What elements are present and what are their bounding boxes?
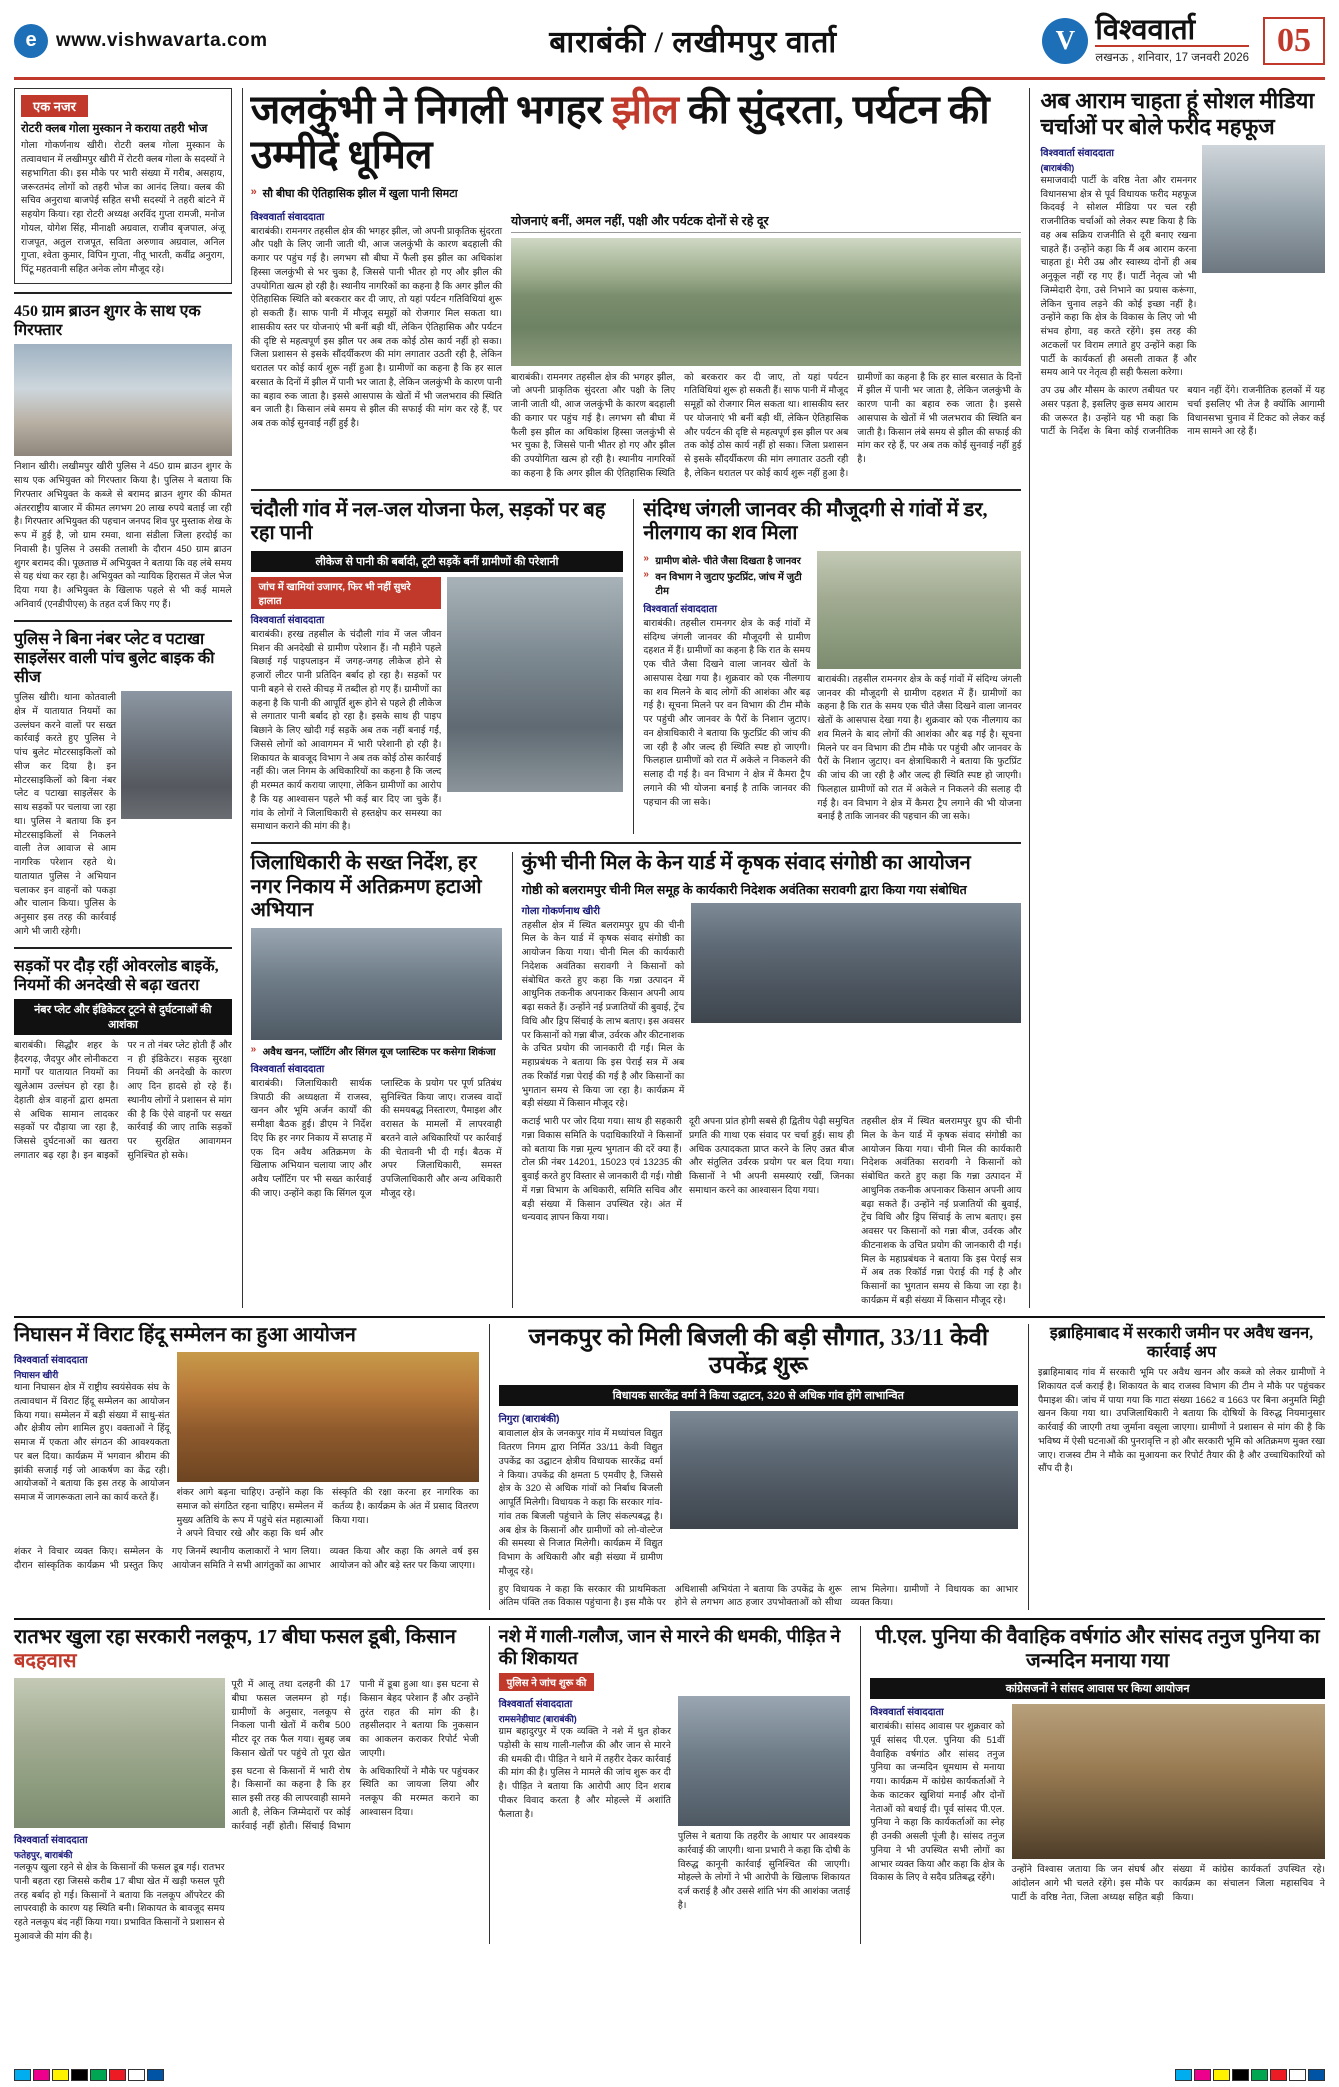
mill-text: तहसील क्षेत्र में स्थित बलरामपुर ग्रुप की चीनी मिल के केन यार्ड में कृषक संवाद संगोष्ठी का आयोजन किया गया। चीनी मिल की कार्यकारी निदेशक अवंतिका सरावगी ने किसानों को संबोधित करते हुए कहा कि गन्ना उत्पादन में आधुनिक तकनीक अपनाकर किसान अपनी आय बढ़ा सकते हैं। उन्होंने नई प्रजातियों की बुवाई, ट्रेंच विधि और ड्रिप सिंचाई के लाभ बताए। इस अवसर पर किसानों को गन्ना बीज, उर्वरक और कीटनाशक के उचित प्रयोग की जानकारी दी गई। मिल के महाप्रबंधक ने बताया कि इस पेराई सत्र में अब तक रिकॉर्ड गन्ना पेराई की गई है और किसानों का भुगतान समय से किया जा रहा है। कार्यक्रम में बड़ी संख्या में किसान मौजूद रहे। bbox=[521, 919, 685, 1109]
color-cell bbox=[1251, 2069, 1268, 2081]
power-subhead: विधायक सारकेंद्र वर्मा ने किया उद्घाटन, 320 से अधिक गांव होंगे लाभान्वित bbox=[499, 1385, 1018, 1406]
tubewell-headline bbox=[14, 1626, 479, 1673]
color-cell bbox=[52, 2069, 69, 2081]
seized-bikes-photo bbox=[121, 691, 232, 819]
tubewell-place: फतेहपुर, बाराबंकी bbox=[14, 1850, 73, 1861]
color-cell bbox=[90, 2069, 107, 2081]
tubewell-headline-part1: रातभर खुला रहा सरकारी नलकूप, 17 बीघा फसल डूबी, किसान bbox=[14, 1626, 456, 1648]
police-station-photo bbox=[14, 344, 232, 456]
nal-jal-tab: जांच में खामियां उजागर, फिर भी नहीं सुधरे हालात bbox=[251, 577, 442, 609]
farid-place: (बाराबंकी) bbox=[1040, 162, 1075, 173]
color-cell bbox=[147, 2069, 164, 2081]
threat-headline: नशे में गाली-गलौज, जान से मारने की धमकी, पीड़ित ने की शिकायत bbox=[498, 1626, 841, 1668]
color-cell bbox=[71, 2069, 88, 2081]
page-number: 05 bbox=[1263, 17, 1325, 65]
threat-byline: विश्ववार्ता संवाददाता bbox=[498, 1699, 573, 1711]
brief4-title: सड़कों पर दौड़ रहीं ओवरलोड बाइकें, नियमों की अनदेखी से बढ़ा खतरा bbox=[14, 957, 219, 994]
punia-byline: विश्ववार्ता संवाददाता bbox=[870, 1707, 944, 1719]
masthead bbox=[14, 8, 1325, 80]
complainant-photo bbox=[678, 1696, 850, 1826]
mill-subhead: गोष्ठी को बलरामपुर चीनी मिल समूह के कार्यकारी निदेशक अवंतिका सरावगी द्वारा किया गया संबोधित bbox=[521, 882, 967, 897]
mill-byline: गोला गोकर्णनाथ खीरी bbox=[521, 905, 600, 917]
bottom-section-1 bbox=[14, 1316, 1325, 1610]
masthead-right bbox=[1042, 16, 1325, 65]
threat-place: रामसनेहीघाट (बाराबंकी) bbox=[498, 1714, 577, 1725]
farid-text: समाजवादी पार्टी के वरिष्ठ नेता और रामनगर विधानसभा क्षेत्र से पूर्व विधायक फरीद महफूज किदवई ने सोशल मीडिया पर चल रही राजनीतिक चर्चाओं को लेकर स्पष्ट किया है कि वह अब सक्रिय राजनीति से दूरी बनाए रखना चाहते हैं। उन्होंने कहा कि मैं अब आराम करना चाहता हूं। मेरी उम्र और स्वास्थ्य दोनों ही अब अनुकूल नहीं रह गए हैं। पार्टी नेतृत्व जो भी जिम्मेदारी देगा, उसे निभाने का प्रयास करूंगा, लेकिन चुनाव लड़ने की कोई इच्छा नहीं है। उन्होंने कहा कि क्षेत्र के विकास के लिए जो भी संभव होगा, वह करते रहेंगे। इस तरह की अटकलों पर विराम लगाते हुए उन्होंने कहा कि पार्टी के कार्यकर्ता ही असली ताकत हैं और समय आने पर नेतृत्व ही सही फैसला करेगा। bbox=[1040, 174, 1197, 378]
brief4-text: बाराबंकी। सिद्धौर शहर के हैदरगढ़, जैदपुर और लोनीकटरा मार्गों पर यातायात नियमों का खुलेआम उल्लंघन हो रहा है। देहाती क्षेत्र वाहनों द्वारा क्षमता से अधिक सामान लादकर सड़कों पर दौड़ाया जा रहा है, जिससे दुर्घटनाओं का खतरा लगातार बढ़ रहा है। इन बाइकों पर न तो नंबर प्लेट होती हैं और न ही इंडिकेटर। सड़क सुरक्षा नियमों की अनदेखी के कारण आए दिन हादसे हो रहे हैं। स्थानीय लोगों ने प्रशासन से मांग की है कि ऐसे वाहनों पर सख्त कार्रवाई की जाए ताकि सड़कों पर सुरक्षित आवागमन सुनिश्चित हो सके। bbox=[14, 1039, 232, 1160]
hindu-text-2: शंकर आगे बढ़ना चाहिए। उन्होंने कहा कि समाज को संगठित रहना चाहिए। सम्मेलन में मुख्य अतिथि के रूप में पहुंचे संत महात्माओं ने अपने विचार रखे और कहा कि धर्म और संस्कृति की रक्षा करना हर नागरिक का कर्तव्य है। कार्यक्रम के अंत में प्रसाद वितरण किया गया। bbox=[176, 1487, 479, 1539]
farid-byline bbox=[1040, 145, 1196, 159]
bottom-section-2 bbox=[14, 1618, 1325, 1944]
punia-text-2: उन्होंने विश्वास जताया कि जन संघर्ष और आंदोलन आगे भी चलते रहेंगे। इस मौके पर पार्टी के वरिष्ठ नेता, जिला अध्यक्ष सहित बड़ी संख्या में कांग्रेस कार्यकर्ता उपस्थित रहे। कार्यक्रम का संचालन जिला महासचिव ने किया। bbox=[1011, 1864, 1325, 1902]
power-inauguration-photo bbox=[670, 1411, 1018, 1529]
brief2-text: निशान खीरी। लखीमपुर खीरी पुलिस ने 450 ग्राम ब्राउन शुगर के साथ एक अभियुक्त को गिरफ्तार किया है। पुलिस ने बताया कि गिरफ्तार अभियुक्त के कब्जे से बरामद ब्राउन शुगर की कीमत अंतरराष्ट्रीय बाजार में कीमत लगभग 20 लाख रुपये बताई जा रही है। गिरफ्तार अभियुक्त की पहचान जनपद शिव पुर मुस्ताक शेख के रूप में हुई है, जो ग्राम रमवा, थाना संडीला जिला हरदोई का निवासी है। पुलिस ने उसकी तलाशी के दौरान 450 ग्राम ब्राउन शुगर बरामद की। पूछताछ में अभियुक्त ने बताया कि वह लंबे समय से यह धंधा कर रहा है। अभियुक्त को न्यायिक हिरासत में जेल भेज दिया गया है। अभियुक्त के खिलाफ पहले से भी कई मामले अनिवार्य (एनडीपीएस) के तहत दर्ज किए गए हैं। bbox=[14, 461, 232, 609]
color-bar-right bbox=[1175, 2069, 1325, 2083]
dm-bullet: » अवैध खनन, प्लॉटिंग और सिंगल यूज प्लास्टिक पर कसेगा शिकंजा bbox=[251, 1044, 502, 1058]
brief1-text: गोला गोकर्णनाथ खीरी। रोटरी क्लब गोला मुस्कान के तत्वावधान में लखीमपुर खीरी में रोटरी क्लब गोला के सदस्यों ने सहभागिता की। इस मौके पर भारी संख्या में गरीब, असहाय, जरूरतमंद लोगों को तहरी भोज का आनंद लिया। क्लब की सचिव अनुराधा बाजपेई सहित सभी सदस्यों ने तहरी बांटने में सहयोग किया। रहा रोटरी अध्यक्ष अरविंद गुप्ता रामजी, मनोज गोयल, योगेश सिंह, मीनाक्षी अग्रवाल, राजीव बृजपाल, अंजू राजपूत, अतुल राजपूत, सविता अरुणाव अग्रवाल, अनिल गुप्ता, श्वेता कुमार, विपिन गुप्ता, नीतू भारती, कवींद्र अनुराग, पिंटू महतवानी सहित अनेक लोग मौजूद रहे। bbox=[21, 140, 225, 275]
farid-text-2: उप उम्र और मौसम के कारण तबीयत पर असर पड़ता है, इसलिए कुछ समय आराम की जरूरत है। उन्होंने यह भी कहा कि पार्टी के निर्देश के बिना कोई राजनीतिक बयान नहीं देंगे। राजनीतिक हलकों में यह चर्चा इसलिए भी तेज है क्योंकि आगामी विधानसभा चुनाव में टिकट को लेकर कई नाम सामने आ रहे हैं। bbox=[1040, 385, 1325, 437]
hindu-place: निघासन खीरी bbox=[14, 1370, 59, 1381]
wild-animal-headline: संदिग्ध जंगली जानवर की मौजूदगी से गांवों में डर, नीलगाय का शव मिला bbox=[643, 498, 988, 545]
dm-text: बाराबंकी। जिलाधिकारी सार्थक त्रिपाठी की अध्यक्षता में राजस्व, खनन और भूमि अर्जन कार्यों की समीक्षा बैठक हुई। डीएम ने निर्देश दिए कि हर नगर निकाय में सप्ताह में एक दिन अवैध अतिक्रमण के खिलाफ अभियान चलाया जाए और अवैध प्लॉटिंग पर भी सख्त कार्रवाई की जाए। उन्होंने कहा कि सिंगल यूज प्लास्टिक के प्रयोग पर पूर्ण प्रतिबंध सुनिश्चित किया जाए। राजस्व वादों की समयबद्ध निस्तारण, पैमाइश और वरासत के मामलों में लापरवाही बरतने वाले अधिकारियों पर कार्रवाई की चेतावनी भी दी गई। बैठक में अपर जिलाधिकारी, समस्त उपजिलाधिकारी और अन्य अधिकारी मौजूद रहे। bbox=[250, 1077, 502, 1198]
lake-photo bbox=[511, 238, 1021, 366]
color-cell bbox=[1213, 2069, 1230, 2081]
birthday-celebration-photo bbox=[1012, 1704, 1325, 1859]
mill-headline: कुंभी चीनी मिल के केन यार्ड में कृषक संवाद संगोष्ठी का आयोजन bbox=[521, 852, 971, 875]
logo-icon: V bbox=[1042, 18, 1088, 64]
color-cell bbox=[1175, 2069, 1192, 2081]
nilgai-carcass-photo bbox=[817, 551, 1021, 669]
flooded-field-photo bbox=[14, 1678, 225, 1828]
lead-headline bbox=[251, 88, 1022, 178]
power-text: बावालाल क्षेत्र के जनकपुर गांव में मध्यांचल विद्युत वितरण निगम द्वारा निर्मित 33/11 केवी विद्युत उपकेंद्र का उद्घाटन क्षेत्रीय विधायक सारकेंद्र वर्मा ने किया। उपकेंद्र की क्षमता 5 एमवीए है, जिससे क्षेत्र के 320 से अधिक गांवों को निर्बाध बिजली आपूर्ति मिलेगी। विधायक ने कहा कि सरकार गांव-गांव तक बिजली पहुंचाने के लिए संकल्पबद्ध है। अब क्षेत्र के किसानों और ग्रामीणों को लो-वोल्टेज की समस्या से निजात मिलेगी। कार्यक्रम में विद्युत विभाग के अधिकारी और बड़ी संख्या में ग्रामीण मौजूद रहे। bbox=[498, 1428, 663, 1576]
dm-byline: विश्ववार्ता संवाददाता bbox=[250, 1063, 325, 1075]
wild-animal-bullet-2: » वन विभाग ने जुटाए फुटप्रिंट, जांच में जुटी टीम bbox=[643, 569, 810, 597]
mill-text-4: तहसील क्षेत्र में स्थित बलरामपुर ग्रुप की चीनी मिल के केन यार्ड में कृषक संवाद संगोष्ठी का आयोजन किया गया। चीनी मिल की कार्यकारी निदेशक अवंतिका सरावगी ने किसानों को संबोधित करते हुए कहा कि गन्ना उत्पादन में आधुनिक तकनीक अपनाकर किसान अपनी आय बढ़ा सकते हैं। उन्होंने नई प्रजातियों की बुवाई, ट्रेंच विधि और ड्रिप सिंचाई के लाभ बताए। इस अवसर पर किसानों को गन्ना बीज, उर्वरक और कीटनाशक के उचित प्रयोग की जानकारी दी गई। मिल के महाप्रबंधक ने बताया कि इस पेराई सत्र में अब तक रिकॉर्ड गन्ना पेराई की गई है और किसानों का भुगतान समय से किया जा रहा है। कार्यक्रम में बड़ी संख्या में किसान मौजूद रहे। bbox=[861, 1116, 1022, 1305]
wild-animal-bullet-1: » ग्रामीण बोले- चीते जैसा दिखता है जानवर bbox=[643, 553, 810, 567]
waterlogged-road-photo bbox=[447, 577, 623, 792]
color-cell bbox=[1289, 2069, 1306, 2081]
threat-tab: पुलिस ने जांच शुरू की bbox=[499, 1673, 595, 1691]
color-cell bbox=[128, 2069, 145, 2081]
color-cell bbox=[1232, 2069, 1249, 2081]
tubewell-text-3: इस घटना से किसानों में भारी रोष है। किसानों का कहना है कि हर साल इसी तरह की लापरवाही सामने आती है, लेकिन जिम्मेदारों पर कोई कार्रवाई नहीं होती। सिंचाई विभाग के अधिकारियों ने मौके पर पहुंचकर स्थिति का जायजा लिया और नलकूप की मरम्मत कराने का आश्वासन दिया। bbox=[231, 1765, 479, 1831]
color-cell bbox=[109, 2069, 126, 2081]
brief4-subhead: नंबर प्लेट और इंडिकेटर टूटने से दुर्घटनाओं की आशंका bbox=[14, 999, 232, 1035]
masthead-left bbox=[14, 24, 344, 58]
tubewell-text: नलकूप खुला रहने से क्षेत्र के किसानों की फसल डूब गई। रातभर पानी बहता रहा जिससे करीब 17 बीघा खेत में खड़ी फसल पूरी तरह बर्बाद हो गई। किसानों ने बताया कि नलकूप ऑपरेटर की लापरवाही के कारण यह स्थिति बनी। शिकायत के बावजूद समय रहते नलकूप बंद नहीं किया गया। प्रभावित किसानों ने प्रशासन से मुआवजे की मांग की है। bbox=[14, 1862, 225, 1941]
power-byline: निगुरा (बाराबंकी) bbox=[498, 1414, 560, 1426]
dm-headline: जिलाधिकारी के सख्त निर्देश, हर नगर निकाय में अतिक्रमण हटाओ अभियान bbox=[250, 852, 482, 922]
nal-jal-subhead: लीकेज से पानी की बर्बादी, टूटी सड़कें बनीं ग्रामीणों की परेशानी bbox=[251, 551, 624, 572]
brief3-text: पुलिस खीरी। थाना कोतवाली क्षेत्र में यातायात नियमों का उल्लंघन करने वालों पर सख्त कार्रवाई करते हुए पुलिस ने पांच बुलेट मोटरसाइकिलों को सीज कर दिया है। इन मोटरसाइकिलों को बिना नंबर प्लेट व पटाखा साइलेंसर के साथ सड़कों पर चलाया जा रहा था। पुलिस ने बताया कि इन मोटरसाइकिलों से निकलने वाली तेज आवाज से आम नागरिक परेशान रहते थे। यातायात पुलिस ने अभियान चलाकर इन वाहनों को पकड़ा और चालान किया। पुलिस के अनुसार इस तरह की कार्रवाई आगे भी जारी रहेगी। bbox=[14, 692, 117, 936]
logo-block bbox=[1042, 16, 1249, 65]
mill-meeting-photo bbox=[691, 903, 1021, 1023]
globe-icon: e bbox=[14, 24, 48, 58]
ibrahim-headline: इब्राहिमाबाद में सरकारी जमीन पर अवैध खनन, कार्रवाई अप bbox=[1049, 1324, 1314, 1361]
brand-name: विश्ववार्ता bbox=[1095, 16, 1249, 47]
hindu-headline: निघासन में विराट हिंदू सम्मेलन का हुआ आयोजन bbox=[14, 1323, 356, 1346]
power-text-2: हुए विधायक ने कहा कि सरकार की प्राथमिकता अंतिम पंक्ति तक विकास पहुंचाना है। इस मौके पर अधिशासी अभियंता ने बताया कि उपकेंद्र के शुरू होने से लगभग आठ हजार उपभोक्ताओं को सीधा लाभ मिलेगा। ग्रामीणों ने विधायक का आभार व्यक्त किया। bbox=[498, 1583, 1018, 1608]
column-left bbox=[14, 88, 232, 1308]
farid-headline: अब आराम चाहता हूं सोशल मीडिया चर्चाओं पर बोले फरीद महफूज bbox=[1040, 88, 1315, 139]
punia-tab: कांग्रेसजनों ने सांसद आवास पर किया आयोजन bbox=[870, 1678, 1325, 1699]
threat-text: ग्राम बहादुरपुर में एक व्यक्ति ने नशे में धुत होकर पड़ोसी के साथ गाली-गलौज की और जान से मारने की धमकी दी। पीड़ित ने थाने में तहरीर देकर कार्रवाई की मांग की है। पुलिस ने मामले की जांच शुरू कर दी है। पीड़ित ने बताया कि आरोपी आए दिन शराब पीकर विवाद करता है और मोहल्ले में अशांति फैलाता है। bbox=[498, 1726, 671, 1819]
lead-headline-part1: जलकुंभी ने निगली भगहर bbox=[250, 87, 612, 132]
lead-headline-part2: की सुंदरता, पर्यटन की उम्मीदें धूमिल bbox=[250, 87, 990, 177]
tubewell-headline-highlight: बदहवास bbox=[14, 1649, 77, 1672]
punia-text: बाराबंकी। सांसद आवास पर शुक्रवार को पूर्व सांसद पी.एल. पुनिया की 51वीं वैवाहिक वर्षगांठ और सांसद तनुज पुनिया का जन्मदिन धूमधाम से मनाया गया। कार्यक्रम में कांग्रेस कार्यकर्ताओं ने केक काटकर खुशियां मनाईं और दोनों नेताओं को बधाई दी। पूर्व सांसद पी.एल. पुनिया ने कहा कि कार्यकर्ताओं का स्नेह ही उनकी असली पूंजी है। सांसद तनुज पुनिया ने भी उपस्थित सभी लोगों का आभार व्यक्त किया और कहा कि क्षेत्र के विकास के लिए वे सदैव प्रतिबद्ध रहेंगे। bbox=[870, 1721, 1005, 1883]
nal-jal-headline: चंदौली गांव में नल-जल योजना फेल, सड़कों पर बह रहा पानी bbox=[250, 498, 606, 545]
wild-animal-text: बाराबंकी। तहसील रामनगर क्षेत्र के कई गांवों में संदिग्ध जंगली जानवर की मौजूदगी से ग्रामीण दहशत में हैं। ग्रामीणों का कहना है कि रात के समय एक चीते जैसा दिखने वाला जानवर खेतों के आसपास देखा गया है। शुक्रवार को एक नीलगाय का शव मिलने के बाद लोगों की आशंका और बढ़ गई है। सूचना मिलने पर वन विभाग की टीम मौके पर पहुंची और जानवर के पैरों के निशान जुटाए। वन क्षेत्राधिकारी ने बताया कि फुटप्रिंट की जांच की जा रही है और जल्द ही स्थिति स्पष्ट हो जाएगी। फिलहाल ग्रामीणों को रात में अकेले न निकलने की सलाह दी गई है। वन विभाग ने क्षेत्र में कैमरा ट्रैप लगाने की भी योजना बनाई है ताकि जानवर की पहचान की जा सके। bbox=[643, 617, 811, 807]
color-cell bbox=[1194, 2069, 1211, 2081]
color-cell bbox=[1308, 2069, 1325, 2081]
ek-nazar-tab: एक नजर bbox=[21, 95, 88, 117]
lead-subhead: योजनाएं बनीं, अमल नहीं, पक्षी और पर्यटक दोनों से रहे दूर bbox=[511, 212, 1021, 233]
brief1-title: रोटरी क्लब गोला मुस्कान ने कराया तहरी भोज bbox=[21, 123, 208, 135]
mill-text-3: दूरी अपना प्रांत होगी सबसे ही द्वितीय पेढ़ी समुचित प्रगति की गाथा एक संवाद पर चर्चा हुई। साथ ही अधिक उत्पादकता प्राप्त करने के लिए उन्नत बीज और संतुलित उर्वरक प्रयोग पर बल दिया गया। किसानों ने भी अपनी समस्याएं रखीं, जिनका समाधान करने का आश्वासन दिया गया। bbox=[688, 1116, 855, 1195]
edition-title: बाराबंकी / लखीमपुर वार्ता bbox=[549, 26, 838, 59]
top-content-row bbox=[14, 88, 1325, 1308]
ek-nazar-box bbox=[14, 88, 232, 284]
lead-text-continued: बाराबंकी। रामनगर तहसील क्षेत्र की भगहर झील, जो अपनी प्राकृतिक सुंदरता और पक्षी के लिए जानी जाती थी, आज जलकुंभी के कारण बदहाली की कगार पर पहुंच गई है। लगभग सौ बीघा में फैली इस झील का अधिकांश हिस्सा जलकुंभी से भर चुका है, जिससे पानी भीतर हो गए और झील की उपयोगिता खत्म हो रही है। स्थानीय नागरिकों का कहना है कि अगर झील की ऐतिहासिक स्थिति को बरकरार कर दी जाए, तो यहां पर्यटन गतिविधियां शुरू हो सकती हैं। साफ पानी में मौजूद समूहों को रोजगार मिल सकता था। शासकीय स्तर पर योजनाएं भी बनीं बड़ी थीं, लेकिन ऐतिहासिक और पर्यटन की दृष्टि से महत्वपूर्ण इस झील पर अब तक कोई ठोस कार्य नहीं हो सका। जिला प्रशासन से इसके सौंदर्यीकरण की मांग लगातार उठती रही है, लेकिन धरातल पर कोई कार्य शुरू नहीं हुआ है। ग्रामीणों का कहना है कि हर साल बरसात के दिनों में झील में पानी भर जाता है, लेकिन जलकुंभी के कारण पानी का बहाव रुक जाता है। इससे आसपास के खेतों में भी जलभराव की स्थिति बन जाती है। किसान लंबे समय से झील की सफाई की मांग कर रहे हैं, पर अब तक कोई सुनवाई नहीं हुई है। bbox=[511, 371, 1022, 478]
tubewell-byline: विश्ववार्ता संवाददाता bbox=[14, 1835, 88, 1847]
mill-text-2: कटाई भारी पर जोर दिया गया। साथ ही सहकारी गन्ना विकास समिति के पदाधिकारियों ने किसानों को बताया कि गन्ना मूल्य भुगतान की दरें क्या हैं। टोल फ्री नंबर 14201, 15023 एवं 13235 की बुवाई करते हुए विस्तार से जानकारी दी गई। गोष्ठी में गन्ना विभाग के अधिकारी, समिति सचिव और बड़ी संख्या में किसान उपस्थित रहे। अंत में धन्यवाद ज्ञापन किया गया। bbox=[521, 1116, 682, 1223]
lead-headline-highlight: झील bbox=[611, 87, 679, 132]
farid-byline-text: विश्ववार्ता संवाददाता bbox=[1040, 147, 1115, 159]
color-bar-left bbox=[14, 2069, 164, 2083]
ibrahim-text: इब्राहिमाबाद गांव में सरकारी भूमि पर अवैध खनन और कब्जे को लेकर ग्रामीणों ने शिकायत दर्ज कराई है। शिकायत के बाद राजस्व विभाग की टीम ने मौके पर पहुंचकर पैमाइश की। जांच में पाया गया कि गाटा संख्या 1662 व 1663 पर बिना अनुमति मिट्टी खनन किया गया था। उपजिलाधिकारी ने बताया कि दोषियों के विरुद्ध नियमानुसार कार्रवाई की जाएगी तथा जुर्माना वसूला जाएगा। ग्रामीणों ने प्रशासन से मांग की है कि भविष्य में ऐसी घटनाओं की पुनरावृत्ति न हो और सरकारी भूमि को अतिक्रमण मुक्त रखा जाए। राजस्व टीम ने मौके का मुआयना कर रिपोर्ट तैयार की है और उच्चाधिकारियों को सौंप दी है। bbox=[1038, 1367, 1325, 1474]
wild-animal-byline: विश्ववार्ता संवाददाता bbox=[643, 603, 717, 615]
nal-jal-byline: विश्ववार्ता संवाददाता bbox=[250, 614, 325, 626]
power-headline: जनकपुर को मिली बिजली की बड़ी सौगात, 33/11 केवी उपकेंद्र शुरू bbox=[528, 1324, 989, 1379]
printer-color-bars bbox=[14, 2069, 1325, 2083]
hindu-sammelan-photo bbox=[177, 1352, 479, 1482]
lead-byline: विश्ववार्ता संवाददाता bbox=[250, 211, 325, 223]
hindu-byline: विश्ववार्ता संवाददाता bbox=[14, 1355, 88, 1367]
color-cell bbox=[33, 2069, 50, 2081]
hindu-text: थाना निघासन क्षेत्र में राष्ट्रीय स्वयंसेवक संघ के तत्वावधान में विराट हिंदू सम्मेलन का आयोजन किया गया। सम्मेलन में बड़ी संख्या में साधु-संत और क्षेत्रीय लोग शामिल हुए। वक्ताओं ने हिंदू समाज में एकता और संगठन की आवश्यकता पर बल दिया। कार्यक्रम में भगवान श्रीराम की झांकी सजाई गई जो आकर्षण का केंद्र रही। आयोजकों ने बताया कि इस तरह के आयोजन समाज में जागरूकता लाने का कार्य करते हैं। bbox=[14, 1382, 170, 1503]
hindu-text-3: शंकर ने विचार व्यक्त किए। सम्मेलन के दौरान सांस्कृतिक कार्यक्रम भी प्रस्तुत किए गए जिनमें स्थानीय कलाकारों ने भाग लिया। आयोजन समिति ने सभी आगंतुकों का आभार व्यक्त किया और कहा कि अगले वर्ष इस आयोजन को और बड़े स्तर पर किया जाएगा। bbox=[14, 1546, 479, 1570]
wild-animal-text-cont: बाराबंकी। तहसील रामनगर क्षेत्र के कई गांवों में संदिग्ध जंगली जानवर की मौजूदगी से ग्रामीण दहशत में हैं। ग्रामीणों का कहना है कि रात के समय एक चीते जैसा दिखने वाला जानवर खेतों के आसपास देखा गया है। शुक्रवार को एक नीलगाय का शव मिलने के बाद लोगों की आशंका और बढ़ गई है। सूचना मिलने पर वन विभाग की टीम मौके पर पहुंची और जानवर के पैरों के निशान जुटाए। वन क्षेत्राधिकारी ने बताया कि फुटप्रिंट की जांच की जा रही है और जल्द ही स्थिति स्पष्ट हो जाएगी। फिलहाल ग्रामीणों को रात में अकेले न निकलने की सलाह दी गई है। वन विभाग ने क्षेत्र में कैमरा ट्रैप लगाने की भी योजना बनाई है ताकि जानवर की पहचान की जा सके। bbox=[817, 673, 1022, 822]
website-url[interactable]: www.vishwavarta.com bbox=[56, 29, 268, 51]
dateline: लखनऊ , शनिवार, 17 जनवरी 2026 bbox=[1095, 52, 1249, 64]
lead-bullet: » सौ बीघा की ऐतिहासिक झील में खुला पानी सिमटा bbox=[251, 186, 1022, 201]
color-cell bbox=[1270, 2069, 1287, 2081]
column-center bbox=[242, 88, 1031, 1308]
punia-headline: पी.एल. पुनिया की वैवाहिक वर्षगांठ और सांसद तनुज पुनिया का जन्मदिन मनाया गया bbox=[875, 1626, 1320, 1672]
lead-text: बाराबंकी। रामनगर तहसील क्षेत्र की भगहर झील, जो अपनी प्राकृतिक सुंदरता और पक्षी के लिए जानी जाती थी, आज जलकुंभी के कारण बदहाली की कगार पर पहुंच गई है। लगभग सौ बीघा में फैली इस झील का अधिकांश हिस्सा जलकुंभी से भर चुका है, जिससे पानी भीतर हो गए और झील की उपयोगिता खत्म हो रही है। स्थानीय नागरिकों का कहना है कि अगर झील की ऐतिहासिक स्थिति को बरकरार कर दी जाए, तो यहां पर्यटन गतिविधियां शुरू हो सकती हैं। साफ पानी में मौजूद समूहों को रोजगार मिल सकता था। शासकीय स्तर पर योजनाएं भी बनीं बड़ी थीं, लेकिन ऐतिहासिक और पर्यटन की दृष्टि से महत्वपूर्ण इस झील पर अब तक कोई ठोस कार्य नहीं हो सका। जिला प्रशासन से इसके सौंदर्यीकरण की मांग लगातार उठती रही है, लेकिन धरातल पर कोई कार्य शुरू नहीं हुआ है। ग्रामीणों का कहना है कि हर साल बरसात के दिनों में झील में पानी भर जाता है, लेकिन जलकुंभी के कारण पानी का बहाव रुक जाता है। इससे आसपास के खेतों में भी जलभराव की स्थिति बन जाती है। किसान लंबे समय से झील की सफाई की मांग कर रहे हैं, पर अब तक कोई सुनवाई नहीं हुई है। bbox=[250, 225, 503, 429]
color-cell bbox=[14, 2069, 31, 2081]
threat-text-2: पुलिस ने बताया कि तहरीर के आधार पर आवश्यक कार्रवाई की जाएगी। थाना प्रभारी ने कहा कि दोषी के विरुद्ध कानूनी कार्रवाई सुनिश्चित की जाएगी। मोहल्ले के लोगों ने भी आरोपी के खिलाफ शिकायत दर्ज कराई है और उससे शांति भंग की आशंका जताई है। bbox=[677, 1831, 851, 1910]
dm-portrait-photo bbox=[251, 928, 502, 1040]
nal-jal-text: बाराबंकी। हरख तहसील के चंदौली गांव में जल जीवन मिशन की अनदेखी से ग्रामीण परेशान हैं। नौ महीने पहले बिछाई गई पाइपलाइन में जगह-जगह लीकेज होने से हजारों लीटर पानी प्रतिदिन बर्बाद हो रहा है। सड़कों पर पानी बहने से रास्ते कीचड़ में तब्दील हो गए हैं। ग्रामीणों का कहना है कि पानी की आपूर्ति शुरू होने से पहले ही लीकेज से लगातार पानी बर्बाद हो रहा है। इसके साथ ही पाइप बिछाने के लिए खोदी गई सड़कें अब तक नहीं बनाई गईं, जिससे लोगों को आवागमन में भारी परेशानी हो रही है। शिकायत के बावजूद विभाग ने अब तक कोई ठोस कार्रवाई नहीं की। जल निगम के अधिकारियों का कहना है कि जल्द ही मरम्मत कार्य कराया जाएगा, लेकिन ग्रामीणों का आरोप है कि यह आश्वासन पहले भी कई बार दिए जा चुके हैं। गांव के लोगों ने जिलाधिकारी से हस्तक्षेप कर समस्या का समाधान कराने की मांग की है। bbox=[250, 628, 442, 832]
farid-portrait-photo bbox=[1202, 145, 1325, 273]
brief3-title: पुलिस ने बिना नंबर प्लेट व पटाखा साइलेंसर वाली पांच बुलेट बाइक की सीज bbox=[14, 630, 215, 686]
masthead-center bbox=[344, 20, 1042, 61]
brief2-title: 450 ग्राम ब्राउन शुगर के साथ एक गिरफ्तार bbox=[14, 302, 201, 340]
column-right bbox=[1040, 88, 1325, 1308]
tubewell-text-2: पूरी में आलू तथा दलहनी की 17 बीघा फसल जलमग्न हो गई। ग्रामीणों के अनुसार, नलकूप से निकला पानी खेतों में करीब 500 मीटर दूर तक फैल गया। सुबह जब किसान खेतों पर पहुंचे तो पूरा खेत पानी में डूबा हुआ था। इस घटना से किसान बेहद परेशान हैं और उन्होंने तुरंत राहत की मांग की है। तहसीलदार ने बताया कि नुकसान का आकलन कराकर रिपोर्ट भेजी जाएगी। bbox=[231, 1679, 479, 1758]
